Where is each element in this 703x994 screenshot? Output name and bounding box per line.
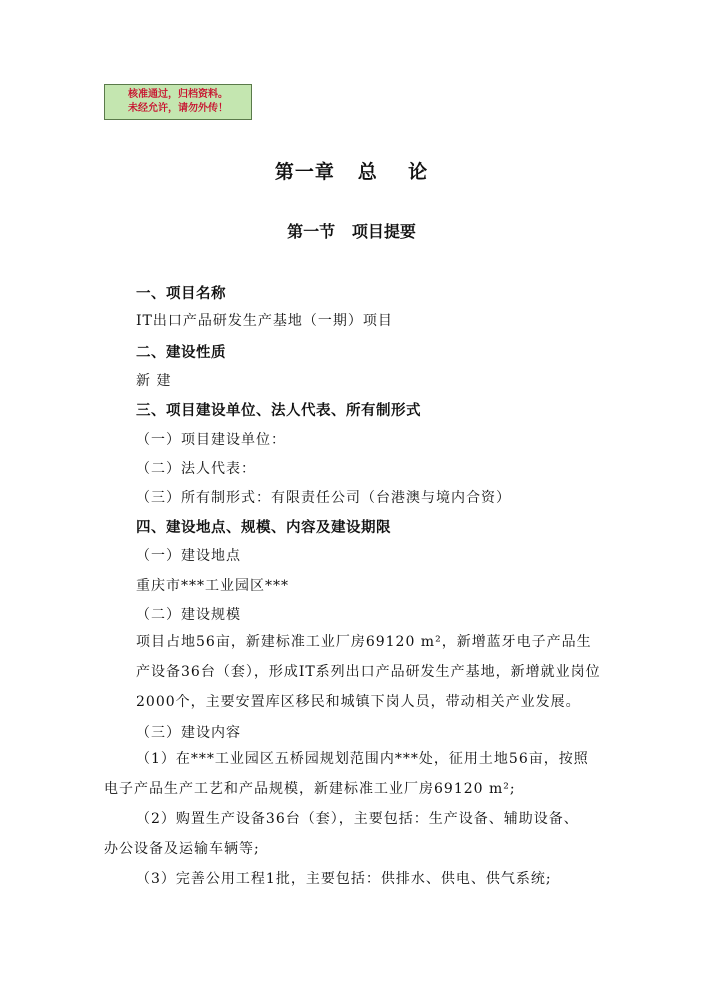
content-item-2: [104, 804, 631, 864]
heading-project-name: 一、项目名称: [136, 286, 226, 302]
content-1-line-1: （1）在***工业园区五桥园规划范围内***处，征用土地56亩，按照: [136, 751, 589, 767]
item-construction-scale: （二）建设规模: [136, 607, 241, 623]
item-legal-representative: （二）法人代表：: [136, 461, 256, 477]
content-2-line-2: 办公设备及运输车辆等;: [104, 841, 260, 857]
stamp-line-1: 核准通过，归档资料。: [128, 89, 228, 100]
heading-location-scale-content: 四、建设地点、规模、内容及建设期限: [136, 520, 391, 536]
item-construction-location: （一）建设地点: [136, 548, 241, 564]
item-construction-content: （三）建设内容: [136, 725, 241, 741]
construction-nature-text: 新 建: [136, 373, 172, 389]
content-item-3: [136, 864, 631, 894]
scale-line-3: 2000个，主要安置库区移民和城镇下岗人员，带动相关产业发展。: [136, 694, 581, 710]
scale-line-2: 产设备36台（套），形成IT系列出口产品研发生产基地，新增就业岗位: [136, 664, 601, 680]
scale-line-1: 项目占地56亩，新建标准工业厂房69120 m²，新增蓝牙电子产品生: [136, 634, 592, 650]
stamp-line-2: 未经允许，请勿外传！: [128, 103, 228, 114]
item-construction-unit: （一）项目建设单位：: [136, 432, 286, 448]
content-1-line-2: 电子产品生产工艺和产品规模，新建标准工业厂房69120 m²;: [104, 781, 516, 797]
section-title: 第一节 项目提要: [287, 222, 416, 241]
scale-paragraph: [136, 627, 631, 717]
item-ownership-form: （三）所有制形式：有限责任公司（台港澳与境内合资）: [136, 490, 511, 506]
archive-stamp: [104, 84, 252, 120]
project-name-text: IT出口产品研发生产基地（一期）项目: [136, 313, 393, 329]
content-3-line-1: （3）完善公用工程1批，主要包括：供排水、供电、供气系统;: [136, 871, 552, 887]
content-item-1: [104, 744, 631, 804]
heading-unit-rep-ownership: 三、项目建设单位、法人代表、所有制形式: [136, 403, 421, 419]
content-2-line-1: （2）购置生产设备36台（套），主要包括：生产设备、辅助设备、: [136, 811, 579, 827]
location-text: 重庆市***工业园区***: [136, 578, 289, 594]
heading-construction-nature: 二、建设性质: [136, 345, 226, 361]
chapter-title: 第一章 总 论: [274, 161, 429, 183]
